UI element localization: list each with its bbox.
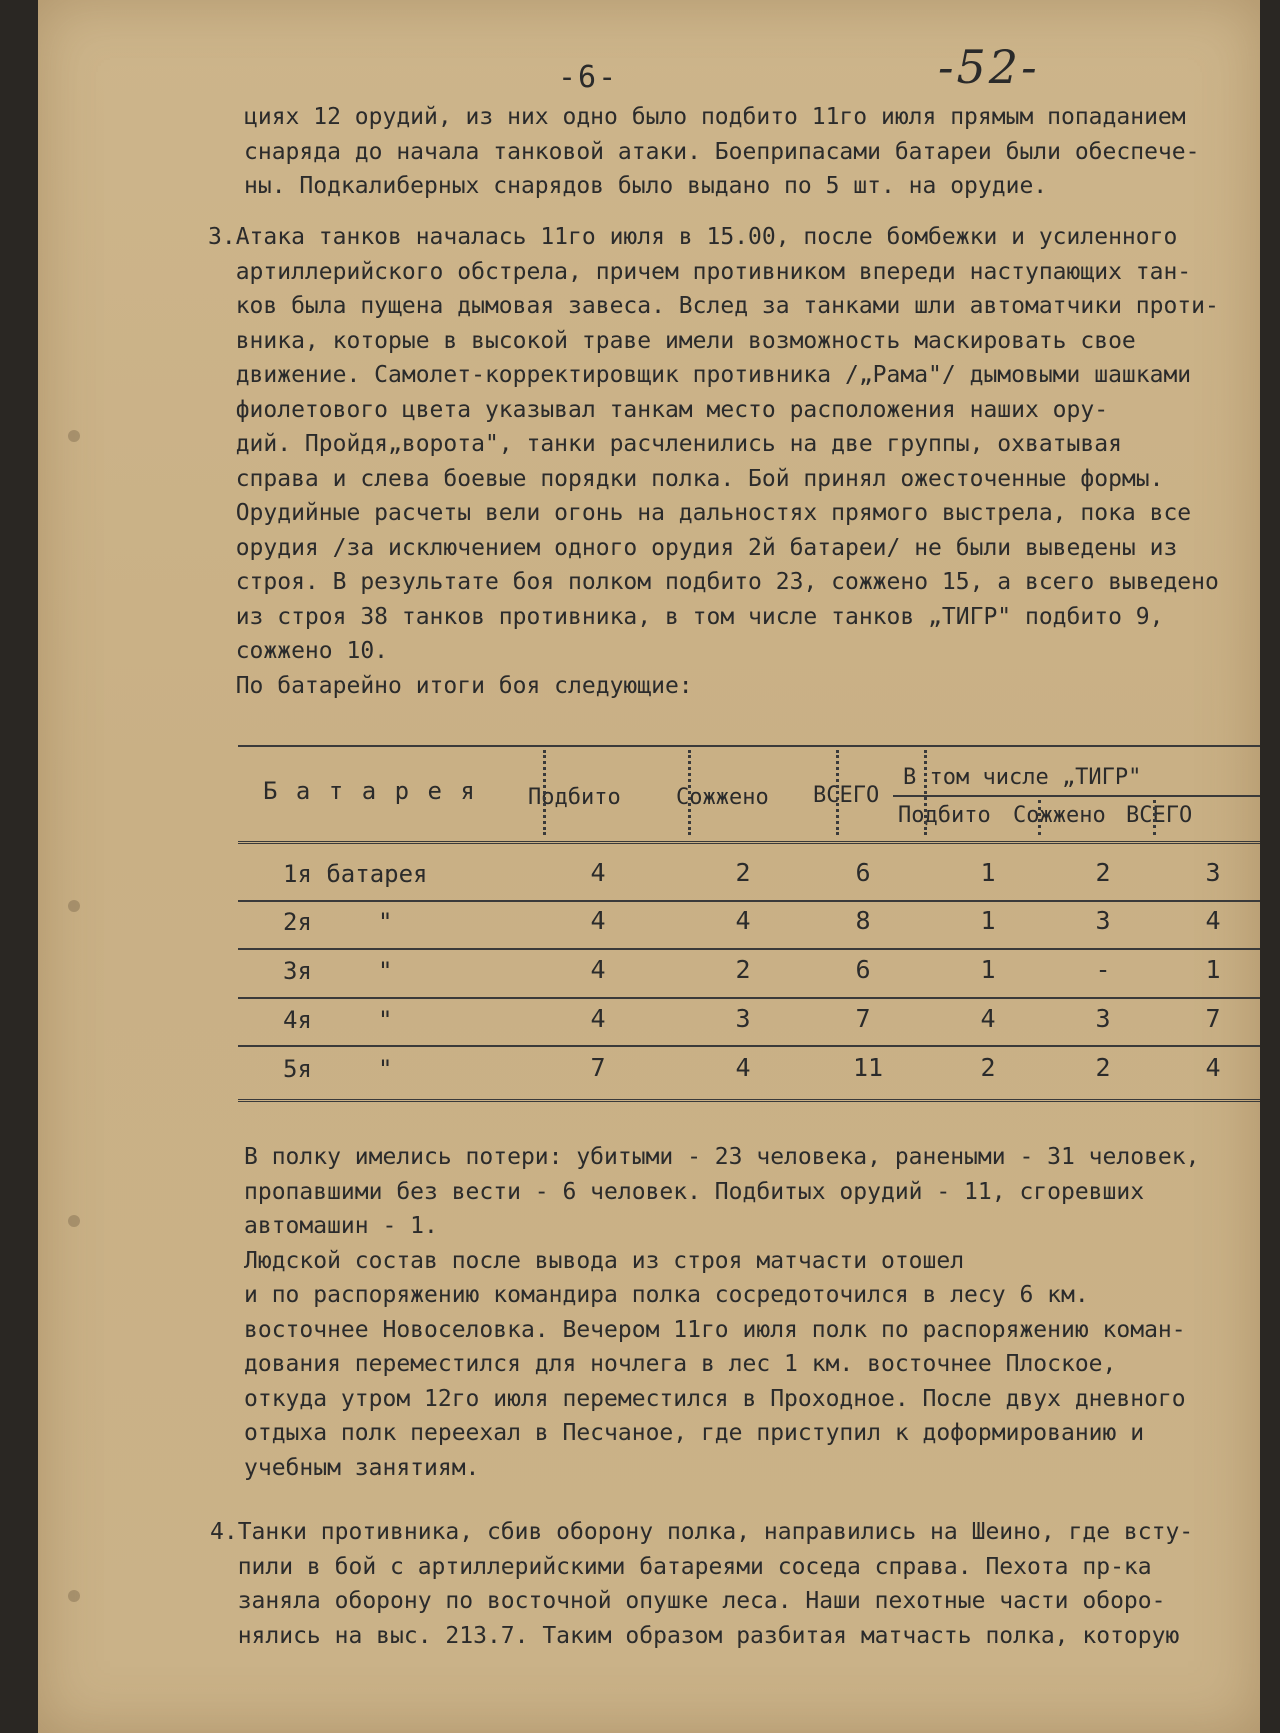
text-line: По батарейно итоги боя следующие:: [208, 672, 693, 699]
cell-burned: 4: [735, 1053, 751, 1082]
text-line: снаряда до начала танковой атаки. Боеприпасами батареи были обеспече-: [244, 138, 1200, 165]
cell-burned: 4: [735, 906, 751, 935]
cell-knocked: 4: [590, 858, 606, 887]
cell-total: 6: [855, 955, 871, 984]
cell-tiger-knocked: 1: [980, 955, 996, 984]
cell-total: 11: [852, 1053, 884, 1082]
row-battery-name: 1я батарея: [283, 860, 428, 888]
text-line: фиолетового цвета указывал танкам место расположения наших ору-: [208, 396, 1109, 423]
text-line: 4.Танки противника, сбив оборону полка, направились на Шеино, где всту-: [210, 1519, 1194, 1545]
cell-tiger-total: 1: [1205, 955, 1221, 984]
cell-tiger-knocked: 1: [980, 906, 996, 935]
text-line: откуда утром 12го июля переместился в Проходное. После двух дневного: [244, 1385, 1186, 1412]
text-line: заняла оборону по восточной опушке леса. Наши пехотные части оборо-: [210, 1588, 1166, 1614]
cell-tiger-knocked: 4: [980, 1004, 996, 1033]
cell-tiger-burned: 2: [1095, 858, 1111, 887]
cell-burned: 2: [735, 858, 751, 887]
cell-burned: 3: [735, 1004, 751, 1033]
row-battery-name: 3я: [283, 957, 312, 985]
text-line: нялись на выс. 213.7. Таким образом разбитая матчасть полка, которую: [210, 1622, 1180, 1649]
cell-knocked: 4: [590, 955, 606, 984]
ditto-mark: ": [378, 957, 393, 985]
row-battery-name: 5я: [283, 1055, 312, 1083]
text-line: справа и слева боевые порядки полка. Бой принял ожесточенные формы.: [208, 465, 1164, 492]
header-tiger-total: ВСЕГО: [1126, 803, 1193, 828]
cell-total: 6: [855, 858, 871, 887]
cell-tiger-total: 4: [1205, 1053, 1221, 1082]
text-line: движение. Самолет-корректировщик противника /„Рама"/ дымовыми шашками: [208, 362, 1192, 388]
text-line: строя. В результате боя полком подбито 23, сожжено 15, а всего выведено: [208, 569, 1219, 595]
cell-total: 8: [855, 906, 871, 935]
text-line: ков была пущена дымовая завеса. Вслед за танками шли автоматчики проти-: [208, 293, 1219, 319]
paragraph-attack: [208, 220, 1260, 703]
text-line: восточнее Новоселовка. Вечером 11го июля полк по распоряжению коман-: [244, 1316, 1186, 1343]
text-line: отдыха полк переехал в Песчаное, где приступил к доформированию и: [244, 1420, 1145, 1446]
cell-tiger-burned: 3: [1095, 1004, 1111, 1033]
header-tiger-burned: Сожжено: [1013, 803, 1106, 828]
text-line: 3.Атака танков началась 11го июля в 15.00, после бомбежки и усиленного: [208, 224, 1178, 250]
text-line: из строя 38 танков противника, в том числе танков „ТИГР" подбито 9,: [208, 603, 1164, 630]
cell-total: 7: [855, 1004, 871, 1033]
text-line: дования переместился для ночлега в лес 1 км. восточнее Плоское,: [244, 1351, 1117, 1377]
text-line: дий. Пройдя„ворота", танки расчленились на две группы, охватывая: [208, 431, 1122, 457]
text-line: пропавшими без вести - 6 человек. Подбитых орудий - 11, сгоревших: [244, 1178, 1145, 1205]
cell-tiger-burned: 3: [1095, 906, 1111, 935]
page-number: -6-: [558, 60, 619, 95]
header-knocked-out: Подбито: [528, 785, 621, 810]
text-line: Людской состав после вывода из строя матчасти отошел: [244, 1247, 965, 1274]
text-line: ны. Подкалиберных снарядов было выдано по 5 шт. на орудие.: [244, 173, 1048, 199]
text-line: сожжено 10.: [208, 638, 389, 664]
ditto-mark: ": [378, 908, 393, 936]
archive-page-stamp: -52-: [938, 40, 1040, 94]
text-line: орудия /за исключением одного орудия 2й батареи/ не были выведены из: [208, 534, 1178, 561]
text-line: пили в бой с артиллерийскими батареями соседа справа. Пехота пр-ка: [210, 1553, 1152, 1580]
text-line: учебным занятиям.: [244, 1454, 480, 1481]
text-line: автомашин - 1.: [244, 1213, 438, 1239]
paragraph-losses: [244, 1140, 1260, 1485]
text-line: артиллерийского обстрела, причем противником впереди наступающих тан-: [208, 258, 1192, 285]
text-line: циях 12 орудий, из них одно было подбито 11го июля прямым попаданием: [244, 104, 1186, 130]
header-total: ВСЕГО: [813, 783, 880, 808]
cell-burned: 2: [735, 955, 751, 984]
cell-tiger-total: 4: [1205, 906, 1221, 935]
cell-knocked: 7: [590, 1053, 606, 1082]
text-line: вника, которые в высокой траве имели возможность маскировать свое: [208, 327, 1136, 354]
header-battery: Б а т а р е я: [263, 777, 477, 805]
cell-tiger-burned: -: [1095, 955, 1111, 984]
row-battery-name: 4я: [283, 1006, 312, 1034]
ditto-mark: ": [378, 1006, 393, 1034]
cell-tiger-knocked: 2: [980, 1053, 996, 1082]
cell-knocked: 4: [590, 1004, 606, 1033]
cell-tiger-total: 3: [1205, 858, 1221, 887]
ditto-mark: ": [378, 1055, 393, 1083]
cell-tiger-burned: 2: [1095, 1053, 1111, 1082]
paragraph-guns: [244, 100, 1260, 204]
cell-tiger-total: 7: [1205, 1004, 1221, 1033]
cell-tiger-knocked: 1: [980, 858, 996, 887]
document-page: [38, 0, 1260, 1733]
header-burned: Сожжено: [676, 785, 769, 810]
text-line: и по распоряжению командира полка сосредоточился в лесу 6 км.: [244, 1282, 1089, 1308]
row-battery-name: 2я: [283, 908, 312, 936]
text-line: Орудийные расчеты вели огонь на дальностях прямого выстрела, пока все: [208, 500, 1192, 526]
text-line: В полку имелись потери: убитыми - 23 человека, ранеными - 31 человек,: [244, 1144, 1200, 1170]
header-tiger-group: В том числе „ТИГР": [903, 765, 1142, 790]
cell-knocked: 4: [590, 906, 606, 935]
header-tiger-knocked: Подбито: [898, 803, 991, 828]
paragraph-enemy-tanks: [210, 1515, 1260, 1653]
